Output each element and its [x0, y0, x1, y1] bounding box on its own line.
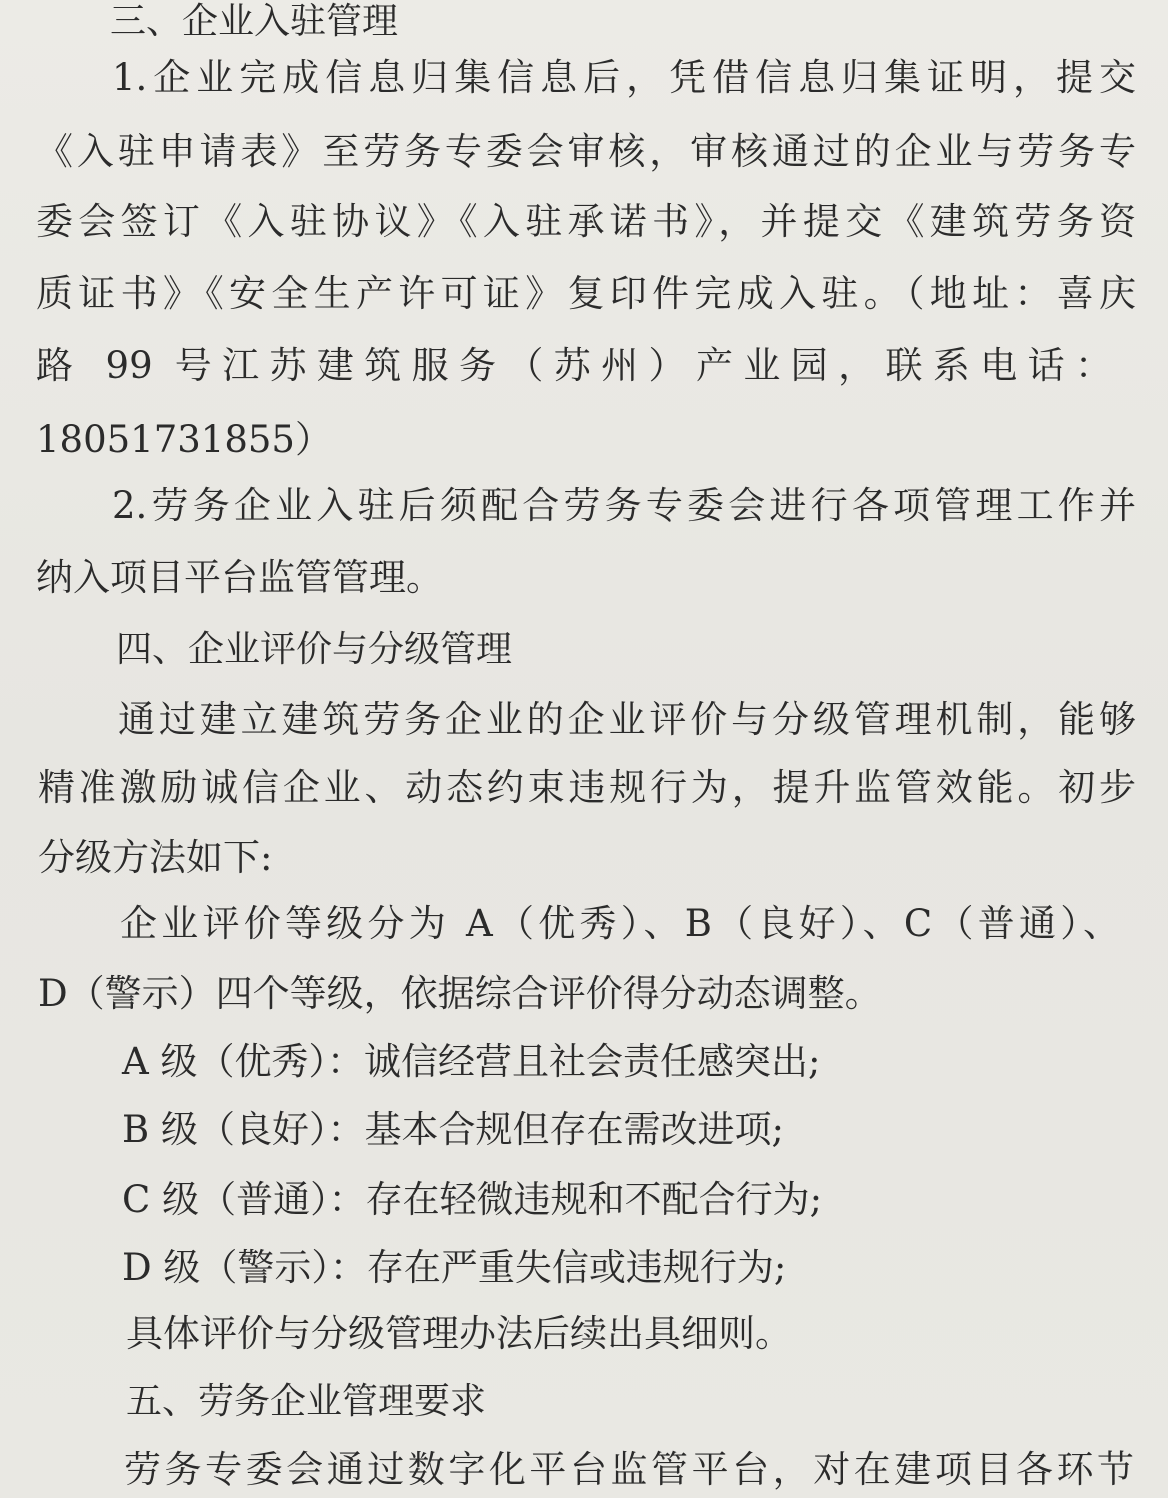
section-3-p1-line-5: 路 99 号江苏建筑服务（苏州）产业园，联系电话： — [36, 344, 1112, 387]
section-4-p1-line-2: 精准激励诚信企业、动态约束违规行为，提升监管效能。初步 — [38, 766, 1136, 809]
section-5-heading: 五、劳务企业管理要求 — [126, 1381, 487, 1422]
section-5-p1-line-1: 劳务专委会通过数字化平台监管平台，对在建项目各环节 — [124, 1448, 1134, 1491]
section-4-p2-line-2: D（警示）四个等级，依据综合评价得分动态调整。 — [38, 972, 882, 1015]
section-3-p1-line-2: 《入驻申请表》至劳务专委会审核，审核通过的企业与劳务专 — [36, 130, 1136, 173]
level-d-item: D 级（警示）：存在严重失信或违规行为; — [122, 1246, 787, 1289]
section-4-closing: 具体评价与分级管理办法后续出具细则。 — [126, 1312, 792, 1355]
section-3-p2-line-1: 2.劳务企业入驻后须配合劳务专委会进行各项管理工作并 — [112, 484, 1136, 527]
section-4-p2-line-1: 企业评价等级分为 A（优秀）、B（良好）、C（普通）、 — [120, 902, 1120, 945]
section-4-heading: 四、企业评价与分级管理 — [116, 629, 513, 670]
section-3-p1-line-6: 18051731855） — [36, 418, 332, 461]
section-3-p1-line-4: 质证书》《安全生产许可证》复印件完成入驻。（地址：喜庆 — [36, 272, 1136, 315]
section-3-p1-line-3: 委会签订《入驻协议》《入驻承诺书》，并提交《建筑劳务资 — [36, 200, 1136, 243]
level-a-item: A 级（优秀）：诚信经营且社会责任感突出; — [122, 1040, 821, 1083]
section-4-p1-line-3: 分级方法如下: — [38, 836, 273, 879]
level-c-item: C 级（普通）：存在轻微违规和不配合行为; — [122, 1178, 823, 1221]
section-3-p2-line-2: 纳入项目平台监管管理。 — [36, 556, 443, 599]
section-3-heading: 三、企业入驻管理 — [110, 1, 399, 42]
section-3-p1-line-1: 1.企业完成信息归集信息后，凭借信息归集证明，提交 — [112, 56, 1136, 99]
section-4-p1-line-1: 通过建立建筑劳务企业的企业评价与分级管理机制，能够 — [118, 698, 1136, 741]
level-b-item: B 级（良好）：基本合规但存在需改进项; — [122, 1108, 784, 1151]
